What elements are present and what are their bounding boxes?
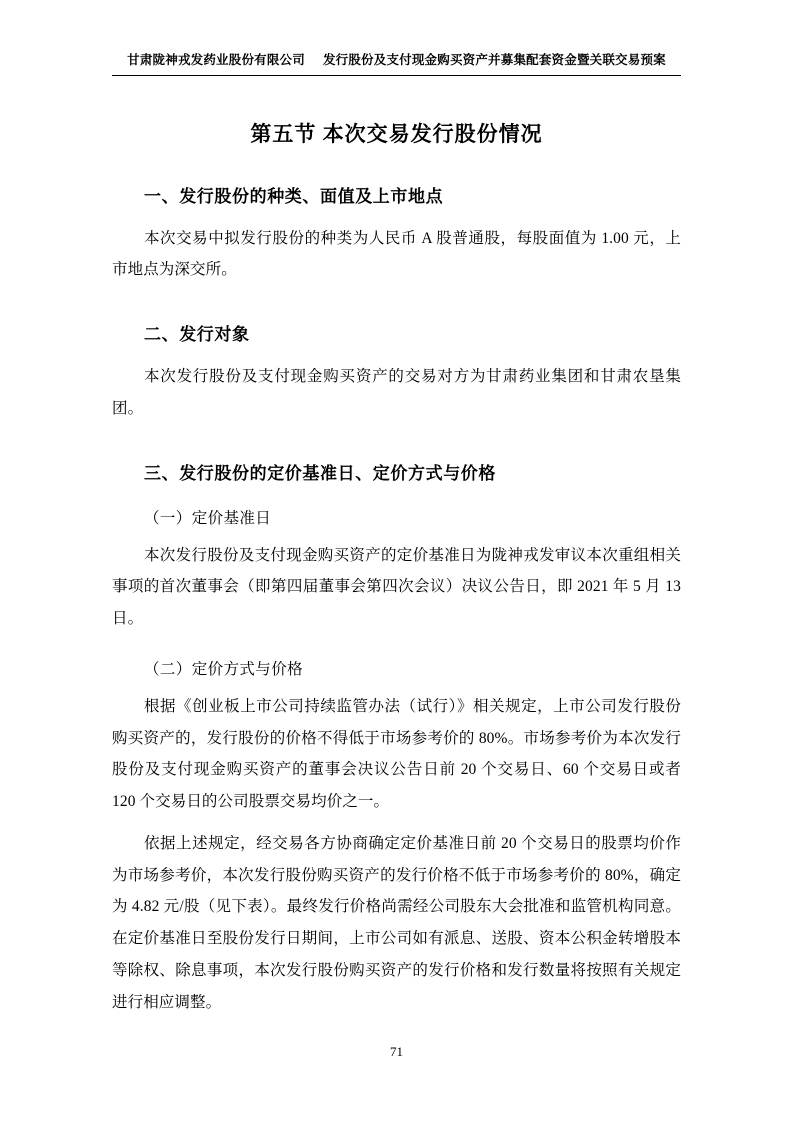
section-heading-3: 三、发行股份的定价基准日、定价方式与价格 bbox=[144, 463, 496, 483]
page-header bbox=[112, 52, 681, 76]
subsection-3-1-paragraph-1: 本次发行股份及支付现金购买资产的定价基准日为陇神戎发审议本次重组相关事项的首次董事会（即第四届董事会第四次会议）决议公告日，即 2021 年 5 月 13 日。 bbox=[112, 546, 681, 628]
section-heading-1: 一、发行股份的种类、面值及上市地点 bbox=[144, 186, 444, 206]
section-1-paragraph-1: 本次交易中拟发行股份的种类为人民币 A 股普通股，每股面值为 1.00 元，上市地点为深交所。 bbox=[112, 229, 681, 279]
section-heading-2: 二、发行对象 bbox=[144, 325, 250, 345]
section-2-paragraph-1: 本次发行股份及支付现金购买资产的交易对方为甘肃药业集团和甘肃农垦集团。 bbox=[112, 368, 681, 417]
header-document-name: 发行股份及支付现金购买资产并募集配套资金暨关联交易预案 bbox=[322, 53, 666, 67]
subsection-heading-3-1: （一）定价基准日 bbox=[144, 509, 272, 527]
page-number: 71 bbox=[390, 1044, 403, 1059]
subsection-3-2-paragraph-1: 根据《创业板上市公司持续监管办法（试行）》相关规定，上市公司发行股份购买资产的，发行股份的价格不得低于市场参考价的 80%。市场参考价为本次发行股份及支付现金购买资产的董事会决议公告日前 20 个交易日、60 个交易日或者 120 个交易日的公司股票交易均价之一。 bbox=[112, 697, 681, 811]
subsection-heading-3-2: （二）定价方式与价格 bbox=[144, 660, 304, 678]
page-title: 第五节 本次交易发行股份情况 bbox=[250, 121, 543, 146]
header-company-name: 甘肃陇神戎发药业股份有限公司 bbox=[127, 53, 305, 67]
subsection-3-2-paragraph-2: 依据上述规定，经交易各方协商确定定价基准日前 20 个交易日的股票均价作为市场参考价，本次发行股份购买资产的发行价格不低于市场参考价的 80%，确定为 4.82 元/股（见下表）。最终发行价格尚需经公司股东大会批准和监管机构同意。在定价基准日至股份发行日期间，上市公司如有派息、送股、资本公积金转增股本等除权、除息事项，本次发行股份购买资产的发行价格和发行数量将按照有关规定进行相应调整。 bbox=[112, 834, 681, 1011]
